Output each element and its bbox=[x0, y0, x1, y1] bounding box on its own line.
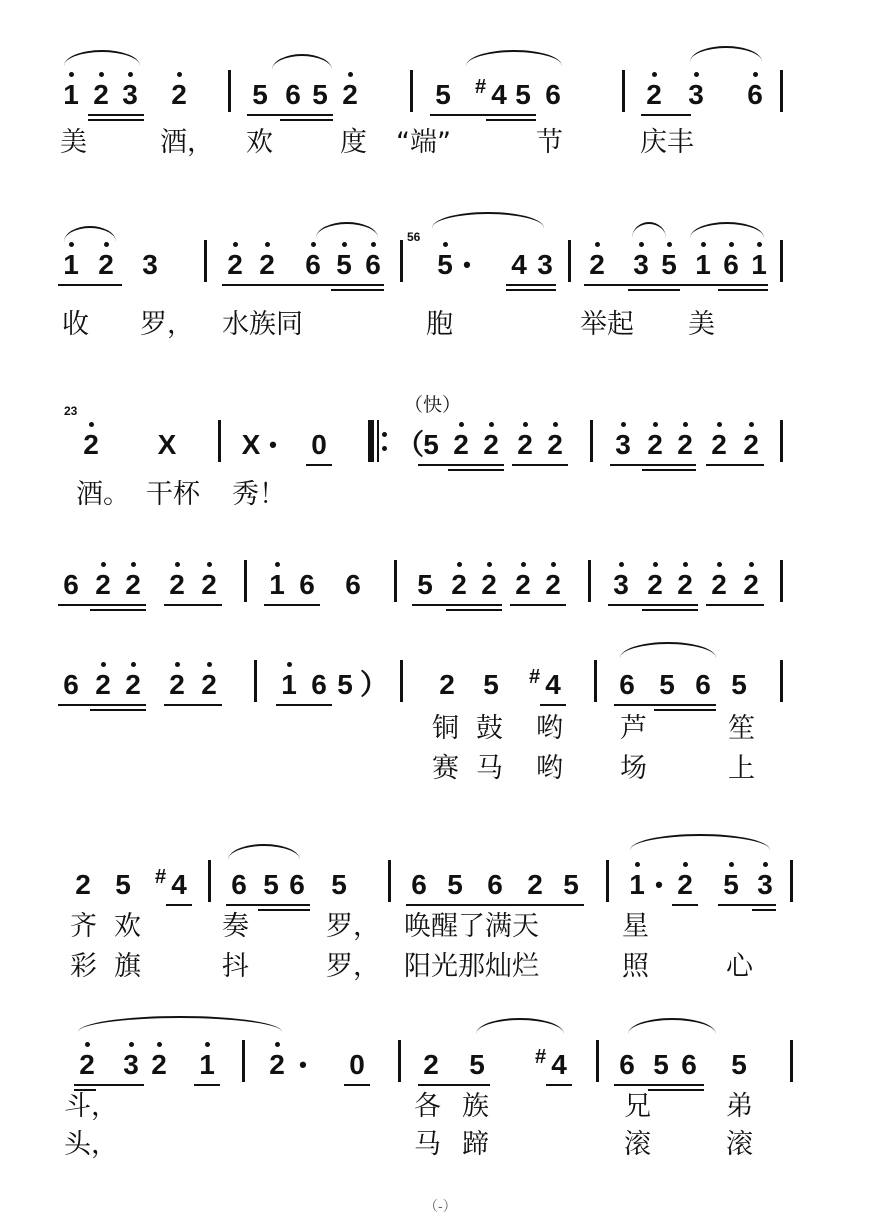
note: 2 bbox=[90, 570, 116, 600]
underline bbox=[648, 1089, 704, 1091]
note: 4 bbox=[511, 249, 527, 280]
underline bbox=[486, 119, 536, 121]
note: 1 bbox=[194, 1050, 220, 1080]
lyric: 欢 bbox=[246, 127, 273, 158]
note: 2 bbox=[164, 570, 190, 600]
lyric: 马 bbox=[414, 1129, 441, 1160]
slur bbox=[690, 222, 764, 238]
underline bbox=[506, 284, 556, 286]
note: 5 bbox=[653, 1049, 669, 1080]
barline bbox=[410, 70, 413, 112]
slur bbox=[632, 222, 666, 238]
grace-note: 56 bbox=[407, 230, 421, 244]
lyric: 场 bbox=[620, 753, 647, 784]
underline bbox=[448, 469, 504, 471]
note: 2 bbox=[93, 250, 119, 280]
underline bbox=[247, 114, 333, 116]
underline bbox=[614, 1084, 704, 1086]
underline bbox=[344, 1084, 370, 1086]
note: 5 bbox=[337, 669, 353, 700]
notation-line-7 bbox=[0, 1030, 869, 1090]
underline bbox=[641, 114, 691, 116]
note: 2 bbox=[164, 670, 190, 700]
slur bbox=[432, 212, 544, 228]
underline bbox=[608, 604, 698, 606]
notation-line-5 bbox=[0, 650, 869, 710]
note: 6 bbox=[285, 79, 301, 110]
lyric: 酒。 bbox=[76, 479, 130, 510]
underline bbox=[90, 709, 146, 711]
slur bbox=[228, 844, 300, 860]
lyric: 马 bbox=[476, 753, 503, 784]
note: 2 bbox=[423, 1049, 439, 1080]
lyric: 罗， bbox=[140, 309, 194, 340]
barline bbox=[594, 660, 597, 702]
note: 2 bbox=[706, 430, 732, 460]
note: 3 bbox=[118, 1050, 144, 1080]
note: • bbox=[463, 252, 471, 277]
slur bbox=[628, 1018, 716, 1034]
note: 2 bbox=[146, 1050, 172, 1080]
lyric: 节 bbox=[536, 127, 563, 158]
barline bbox=[254, 660, 257, 702]
barline bbox=[244, 560, 247, 602]
page-number: （-） bbox=[424, 1198, 457, 1214]
barline bbox=[388, 860, 391, 902]
underline bbox=[90, 609, 146, 611]
lyric: 弟 bbox=[726, 1091, 753, 1122]
lyric: 秀！ bbox=[232, 479, 286, 510]
barline bbox=[568, 240, 571, 282]
underline bbox=[306, 464, 332, 466]
note: 3 bbox=[752, 870, 778, 900]
underline bbox=[164, 704, 222, 706]
note: 5 bbox=[432, 250, 458, 280]
note: 1 bbox=[624, 870, 650, 900]
note: 2 bbox=[222, 250, 248, 280]
underline bbox=[331, 289, 384, 291]
underline bbox=[406, 904, 584, 906]
note: 6 bbox=[695, 669, 711, 700]
notation-line-2 bbox=[0, 230, 869, 290]
note: 1 bbox=[264, 570, 290, 600]
lyric: 滚 bbox=[624, 1129, 651, 1160]
underline bbox=[418, 464, 504, 466]
lyric: “端” bbox=[396, 127, 451, 158]
lyric: 铜 bbox=[432, 713, 459, 744]
note: 3 bbox=[683, 80, 709, 110]
underline bbox=[166, 904, 192, 906]
note: 5 bbox=[731, 669, 747, 700]
note: 6 bbox=[63, 669, 79, 700]
note: 6 bbox=[681, 1049, 697, 1080]
barline bbox=[588, 560, 591, 602]
note: 2 bbox=[75, 869, 91, 900]
barline bbox=[242, 1040, 245, 1082]
lyric: 各 bbox=[414, 1091, 441, 1122]
underline bbox=[88, 114, 144, 116]
notation-line-1 bbox=[0, 60, 869, 120]
lyric: 奏 bbox=[222, 911, 249, 942]
lyric: 欢 bbox=[114, 911, 141, 942]
lyric: 族 bbox=[462, 1091, 489, 1122]
underline bbox=[654, 709, 716, 711]
lyric: 罗， bbox=[326, 951, 380, 982]
note: 2 bbox=[527, 869, 543, 900]
note: 5 bbox=[252, 79, 268, 110]
note: 2 bbox=[641, 80, 667, 110]
barline bbox=[394, 560, 397, 602]
note: 5 bbox=[718, 870, 744, 900]
note: 2 bbox=[706, 570, 732, 600]
barline bbox=[606, 860, 609, 902]
note: 2 bbox=[254, 250, 280, 280]
note: 0 bbox=[311, 429, 327, 460]
note: 1 bbox=[276, 670, 302, 700]
note: 2 bbox=[120, 570, 146, 600]
underline bbox=[280, 119, 333, 121]
lyric: 美 bbox=[60, 127, 87, 158]
note: 2 bbox=[478, 430, 504, 460]
lyric: 举起 bbox=[580, 309, 634, 340]
underline bbox=[628, 289, 680, 291]
note: 5 bbox=[483, 669, 499, 700]
lyric: 哟 bbox=[536, 713, 563, 744]
note: 3 bbox=[142, 249, 158, 280]
note: 5 bbox=[447, 869, 463, 900]
note: 5 bbox=[417, 569, 433, 600]
lyric: 芦 bbox=[620, 713, 647, 744]
barline bbox=[622, 70, 625, 112]
barline bbox=[218, 420, 221, 462]
lyric: 星 bbox=[622, 911, 649, 942]
underline bbox=[718, 289, 768, 291]
note: 5 bbox=[331, 869, 347, 900]
note: 2 bbox=[672, 870, 698, 900]
underline bbox=[546, 1084, 572, 1086]
underline bbox=[446, 609, 502, 611]
note: 2 bbox=[672, 430, 698, 460]
underline bbox=[226, 904, 310, 906]
underline bbox=[58, 604, 146, 606]
slur bbox=[476, 1018, 564, 1034]
note: 2 bbox=[540, 570, 566, 600]
underline bbox=[584, 284, 768, 286]
note: 6 bbox=[63, 569, 79, 600]
note: 5 bbox=[423, 429, 439, 460]
note: 5 bbox=[731, 1049, 747, 1080]
note: 2 bbox=[264, 1050, 290, 1080]
lyric: 唤醒了满天 bbox=[404, 911, 539, 942]
tempo-marking: （快） bbox=[404, 394, 462, 416]
lyric: 抖 bbox=[222, 951, 249, 982]
lyric: 罗， bbox=[326, 911, 380, 942]
barline bbox=[398, 1040, 401, 1082]
underline bbox=[276, 704, 332, 706]
note: 2 bbox=[448, 430, 474, 460]
note: 3 bbox=[628, 250, 654, 280]
note: 6 bbox=[289, 869, 305, 900]
lyric: 干杯 bbox=[146, 479, 200, 510]
note: 2 bbox=[738, 430, 764, 460]
slur bbox=[78, 1016, 282, 1032]
lyric: 旗 bbox=[114, 951, 141, 982]
slur bbox=[64, 226, 116, 242]
underline bbox=[614, 704, 716, 706]
lyric: 庆丰 bbox=[640, 127, 694, 158]
note: • bbox=[655, 872, 663, 897]
note: 6 bbox=[619, 1049, 635, 1080]
underline bbox=[164, 604, 222, 606]
underline bbox=[58, 704, 146, 706]
note: 6 bbox=[231, 869, 247, 900]
lyric: 蹄 bbox=[462, 1129, 489, 1160]
underline bbox=[222, 284, 384, 286]
lyric: 鼓 bbox=[476, 713, 503, 744]
underline bbox=[718, 904, 776, 906]
lyric: 收 bbox=[62, 309, 89, 340]
note: 3 bbox=[117, 80, 143, 110]
barline bbox=[780, 560, 783, 602]
lyric: 上 bbox=[728, 753, 755, 784]
underline bbox=[194, 1084, 220, 1086]
note: 0 bbox=[349, 1049, 365, 1080]
note: 2 bbox=[196, 570, 222, 600]
note: 1 bbox=[58, 80, 84, 110]
underline bbox=[706, 604, 764, 606]
underline bbox=[510, 604, 566, 606]
note: 6 bbox=[299, 569, 315, 600]
note: X bbox=[157, 429, 177, 460]
note: 2 bbox=[542, 430, 568, 460]
note: 5 bbox=[312, 79, 328, 110]
note: 6 bbox=[718, 250, 744, 280]
note: # 4 bbox=[535, 1046, 567, 1080]
notation-line-3 bbox=[0, 404, 869, 470]
underline bbox=[642, 609, 698, 611]
note: 6 bbox=[360, 250, 386, 280]
lyric: 笙 bbox=[728, 713, 755, 744]
note: 3 bbox=[608, 570, 634, 600]
slur bbox=[64, 50, 140, 66]
barline bbox=[228, 70, 231, 112]
note: 5 bbox=[331, 250, 357, 280]
note: 6 bbox=[742, 80, 768, 110]
barline bbox=[780, 70, 783, 112]
note: 5 bbox=[115, 869, 131, 900]
notation-line-4 bbox=[0, 550, 869, 610]
lyric: 哟 bbox=[536, 753, 563, 784]
underline bbox=[672, 904, 698, 906]
underline bbox=[88, 119, 144, 121]
paren-open: （ bbox=[396, 429, 425, 460]
note: • bbox=[269, 432, 277, 457]
slur bbox=[630, 834, 770, 850]
lyric: 度 bbox=[340, 127, 367, 158]
lyric: 酒， bbox=[160, 127, 214, 158]
note: 3 bbox=[610, 430, 636, 460]
lyric: 胞 bbox=[426, 309, 453, 340]
note: 2 bbox=[446, 570, 472, 600]
underline bbox=[752, 909, 776, 911]
note: 2 bbox=[738, 570, 764, 600]
slur bbox=[620, 642, 716, 658]
lyric: 头， bbox=[64, 1129, 118, 1160]
note: 6 bbox=[619, 669, 635, 700]
lyric: 滚 bbox=[726, 1129, 753, 1160]
notation-line-6 bbox=[0, 850, 869, 910]
barline bbox=[780, 240, 783, 282]
note: 2 bbox=[476, 570, 502, 600]
note: 5 bbox=[263, 869, 279, 900]
note: 6 bbox=[411, 869, 427, 900]
note: 2 bbox=[196, 670, 222, 700]
note: 2 bbox=[120, 670, 146, 700]
note: 2 bbox=[78, 430, 104, 460]
underline bbox=[610, 464, 696, 466]
barline bbox=[208, 860, 211, 902]
underline bbox=[58, 284, 122, 286]
paren-close: ） bbox=[360, 669, 389, 700]
note: 2 bbox=[337, 80, 363, 110]
lyric: 齐 bbox=[70, 911, 97, 942]
underline bbox=[506, 289, 556, 291]
lyric: 阳光那灿烂 bbox=[404, 951, 539, 982]
note: 6 bbox=[300, 250, 326, 280]
note: 1 bbox=[746, 250, 772, 280]
note: 5 bbox=[515, 79, 531, 110]
underline bbox=[258, 909, 310, 911]
note: # 4 bbox=[529, 666, 561, 700]
underline bbox=[430, 114, 536, 116]
note: X bbox=[241, 429, 261, 460]
repeat-sign bbox=[368, 420, 390, 462]
barline bbox=[780, 660, 783, 702]
note: 2 bbox=[166, 80, 192, 110]
note: 5 bbox=[469, 1049, 485, 1080]
note: 1 bbox=[690, 250, 716, 280]
barline bbox=[780, 420, 783, 462]
note: 2 bbox=[510, 570, 536, 600]
note: 6 bbox=[311, 669, 327, 700]
barline bbox=[790, 860, 793, 902]
note: 2 bbox=[642, 430, 668, 460]
note: 1 bbox=[58, 250, 84, 280]
note: # 4 bbox=[155, 866, 187, 900]
barline bbox=[790, 1040, 793, 1082]
note: 6 bbox=[487, 869, 503, 900]
note: 2 bbox=[74, 1050, 100, 1080]
barline bbox=[400, 240, 403, 282]
lyric: 彩 bbox=[70, 951, 97, 982]
lyric: 兄 bbox=[624, 1091, 651, 1122]
underline bbox=[642, 469, 696, 471]
barline bbox=[590, 420, 593, 462]
note: 2 bbox=[439, 669, 455, 700]
note: 2 bbox=[584, 250, 610, 280]
underline bbox=[74, 1084, 144, 1086]
underline bbox=[540, 704, 566, 706]
slur bbox=[316, 222, 378, 238]
slur bbox=[690, 46, 762, 62]
note: 5 bbox=[659, 669, 675, 700]
underline bbox=[264, 604, 320, 606]
lyric: 赛 bbox=[432, 753, 459, 784]
note: 5 bbox=[656, 250, 682, 280]
lyric: 心 bbox=[726, 951, 753, 982]
grace-note: 23 bbox=[64, 404, 78, 418]
note: 5 bbox=[435, 79, 451, 110]
note: • bbox=[299, 1052, 307, 1077]
underline bbox=[418, 1084, 490, 1086]
underline bbox=[706, 464, 764, 466]
note: # 4 bbox=[475, 76, 507, 110]
barline bbox=[204, 240, 207, 282]
barline bbox=[596, 1040, 599, 1082]
note: 2 bbox=[88, 80, 114, 110]
slur bbox=[272, 54, 332, 70]
lyric: 美 bbox=[688, 309, 715, 340]
note: 6 bbox=[545, 79, 561, 110]
barline bbox=[400, 660, 403, 702]
note: 6 bbox=[345, 569, 361, 600]
underline bbox=[512, 464, 568, 466]
underline bbox=[412, 604, 502, 606]
note: 2 bbox=[672, 570, 698, 600]
note: 2 bbox=[512, 430, 538, 460]
note: 2 bbox=[642, 570, 668, 600]
note: 2 bbox=[90, 670, 116, 700]
note: 5 bbox=[563, 869, 579, 900]
lyric: 水族同 bbox=[222, 309, 303, 340]
lyric: 斗， bbox=[64, 1091, 118, 1122]
slur bbox=[466, 50, 562, 66]
note: 3 bbox=[537, 249, 553, 280]
lyric: 照 bbox=[622, 951, 649, 982]
